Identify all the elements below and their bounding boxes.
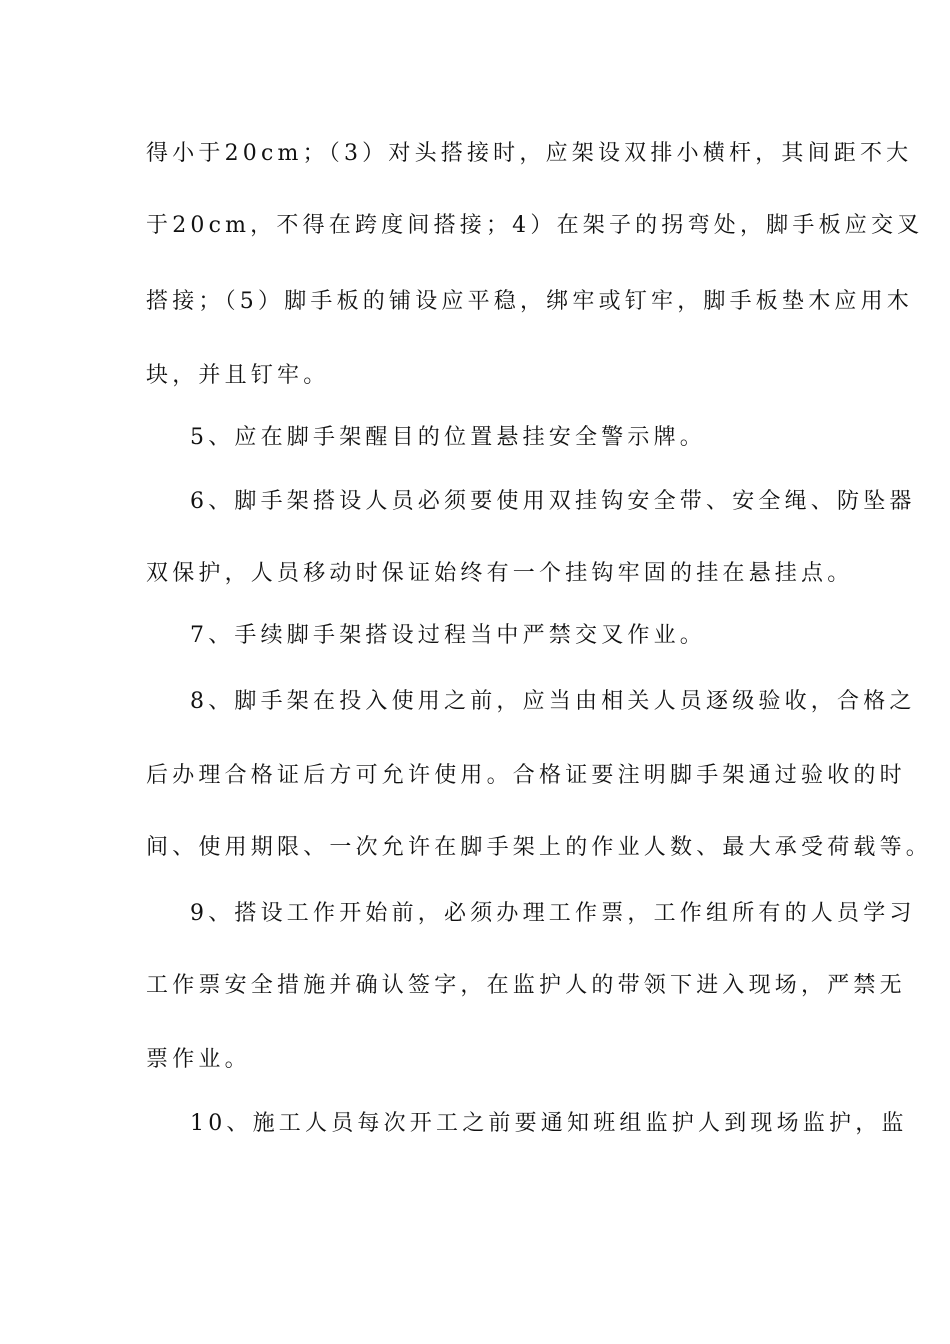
text-line: [0, 358, 950, 394]
text-line: [0, 208, 950, 244]
text-line: [0, 1042, 950, 1078]
text-line-content: 工作票安全措施并确认签字，在监护人的带领下进入现场，严禁无: [146, 973, 906, 998]
text-line-content: 于20cm，不得在跨度间搭接；4）在架子的拐弯处，脚手板应交叉: [146, 213, 924, 238]
paragraph-start-line: [0, 420, 950, 456]
paragraph-start-line: [0, 1106, 950, 1142]
text-line: [0, 284, 950, 320]
text-line-content: 5、应在脚手架醒目的位置悬挂安全警示牌。: [190, 425, 706, 450]
text-line-content: 后办理合格证后方可允许使用。合格证要注明脚手架通过验收的时: [146, 763, 906, 788]
text-line-content: 10、施工人员每次开工之前要通知班组监护人到现场监护，监: [190, 1111, 908, 1136]
text-line: [0, 830, 950, 866]
text-line: [0, 136, 950, 172]
text-line-content: 8、脚手架在投入使用之前，应当由相关人员逐级验收，合格之: [190, 689, 916, 714]
paragraph-start-line: [0, 896, 950, 932]
text-line-content: 双保护，人员移动时保证始终有一个挂钩牢固的挂在悬挂点。: [146, 561, 854, 586]
text-line-content: 得小于20cm；（3）对头搭接时，应架设双排小横杆，其间距不大: [146, 141, 913, 166]
text-line-content: 票作业。: [146, 1047, 251, 1072]
text-line: [0, 758, 950, 794]
text-line: [0, 968, 950, 1004]
paragraph-start-line: [0, 484, 950, 520]
text-line-content: 间、使用期限、一次允许在脚手架上的作业人数、最大承受荷载等。: [146, 835, 933, 860]
text-line: [0, 556, 950, 592]
paragraph-start-line: [0, 618, 950, 654]
paragraph-start-line: [0, 684, 950, 720]
text-line-content: 块，并且钉牢。: [146, 363, 330, 388]
text-line-content: 6、脚手架搭设人员必须要使用双挂钩安全带、安全绳、防坠器: [190, 489, 916, 514]
text-line-content: 搭接；（5）脚手板的铺设应平稳，绑牢或钉牢，脚手板垫木应用木: [146, 289, 913, 314]
text-line-content: 7、手续脚手架搭设过程当中严禁交叉作业。: [190, 623, 706, 648]
text-line-content: 9、搭设工作开始前，必须办理工作票，工作组所有的人员学习: [190, 901, 916, 926]
